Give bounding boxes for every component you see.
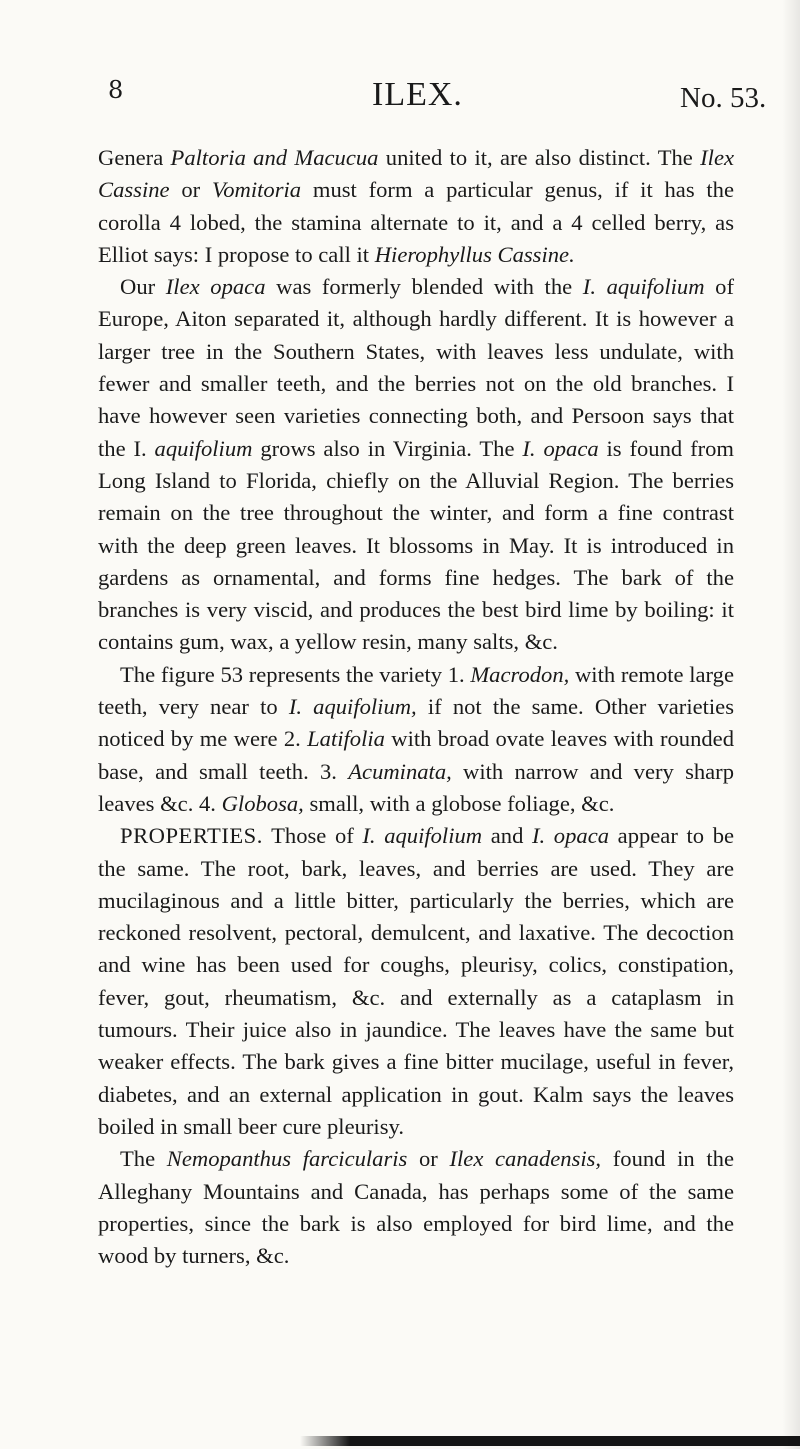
italic-term: Macrodon, [470,661,570,687]
page-number: 8 [108,76,124,104]
text-run: PROPERTIES. [120,823,263,849]
text-run: small, with a globose foliage, &c. [303,790,615,816]
italic-term: Hierophyllus Cassine. [374,241,575,267]
italic-term: I. opaca [532,823,610,849]
text-run: is found from Long Island to Florida, chiefly on the Alluvial Region. The berries remain on the tree throughout the winter, and form a fine contrast with the deep green leaves. It blossoms in May. It is introduced in gardens as ornamental, and forms fine hedges. The bark of the branches is very viscid, and produces the best bird lime by boiling: it contains gum, wax, a yellow resin, many salts, &c. [98,435,734,655]
plate-edge-rule [300,1436,800,1446]
italic-term: I. aquifolium, [288,694,417,720]
plate-number: No. 53. [680,82,767,114]
italic-term: Paltoria and Macucua [170,145,379,170]
italic-term: Acuminata, [348,758,452,784]
text-run: The [120,1146,167,1172]
paragraph-nemopanthus [98,1143,734,1272]
text-run: Genera [98,145,171,170]
running-title: ILEX. [372,76,463,113]
text-run: with narrow and very sharp leaves &c. 4. [98,758,735,816]
page-edge-shadow [782,0,800,1449]
paragraph-ilex-opaca [98,271,734,659]
body-text [98,142,734,1272]
paragraph-properties [98,820,734,1143]
text-run: appear to be the same. The root, bark, leaves, and berries are used. They are mucilaginous and a little bitter, particularly the berries, which are reckoned resolvent, pectoral, demulcent, and laxative. The decoction and wine has been used for coughs, pleurisy, colics, constipation, fever, gout, rheumatism, &c. and externally as a cataplasm in tumours. Their juice also in jaundice. The leaves have the same but weaker effects. The bark gives a fine bitter mucilage, useful in fever, diabetes, and an external application in gout. Kalm says the leaves boiled in small beer cure pleurisy. [98,823,735,1139]
page-header [0,76,800,136]
text-run: of Europe, Aiton separated it, although hardly different. It is however a larger tree in the Southern States, with leaves less undulate, with fewer and smaller teeth, and the berries not on the old branches. I have however seen varieties connecting both, and Persoon says that the I. [98,274,734,461]
text-run: united to it, are also distinct. The [378,145,701,170]
italic-term: Ilex Cassine [98,145,734,203]
italic-term: I. aquifolium [582,274,705,300]
text-run: The figure 53 represents the variety 1. [120,661,471,687]
text-run: or [407,1146,450,1172]
text-run: or [169,177,212,203]
text-run: found in the Alleghany Mountains and Canada, has perhaps some of the same properties, since the bark is also employed for bird lime, and the wood by turners, &c. [98,1146,734,1269]
text-run: Those of [262,823,363,849]
text-run: and [482,823,532,849]
text-run: with broad ovate leaves with rounded base, and small teeth. 3. [98,726,734,784]
text-run: must form a particular genus, if it has the corolla 4 lobed, the stamina alternate to it, and a 4 celled berry, as Elliot says: I propose to call it [98,177,734,267]
italic-term: I. opaca [522,435,599,461]
text-run: grows also in Virginia. The [252,435,523,461]
italic-term: Globosa, [221,790,304,816]
italic-term: Ilex canadensis, [449,1146,602,1172]
italic-term: Ilex opaca [165,274,266,300]
text-run: was formerly blended with the [265,274,583,300]
italic-term: Nemopanthus farcicularis [166,1146,408,1172]
paragraph-genera [98,142,734,271]
italic-term: Vomitoria [211,177,302,203]
italic-term: aquifolium [154,435,253,461]
italic-term: Latifolia [307,726,385,752]
text-run: with remote large teeth, very near to [98,661,735,720]
italic-term: I. aquifolium [362,823,483,849]
text-run: if not the same. Other varieties noticed by me were 2. [98,694,735,752]
paragraph-figure-varieties [98,659,734,820]
text-run: Our [120,274,166,300]
